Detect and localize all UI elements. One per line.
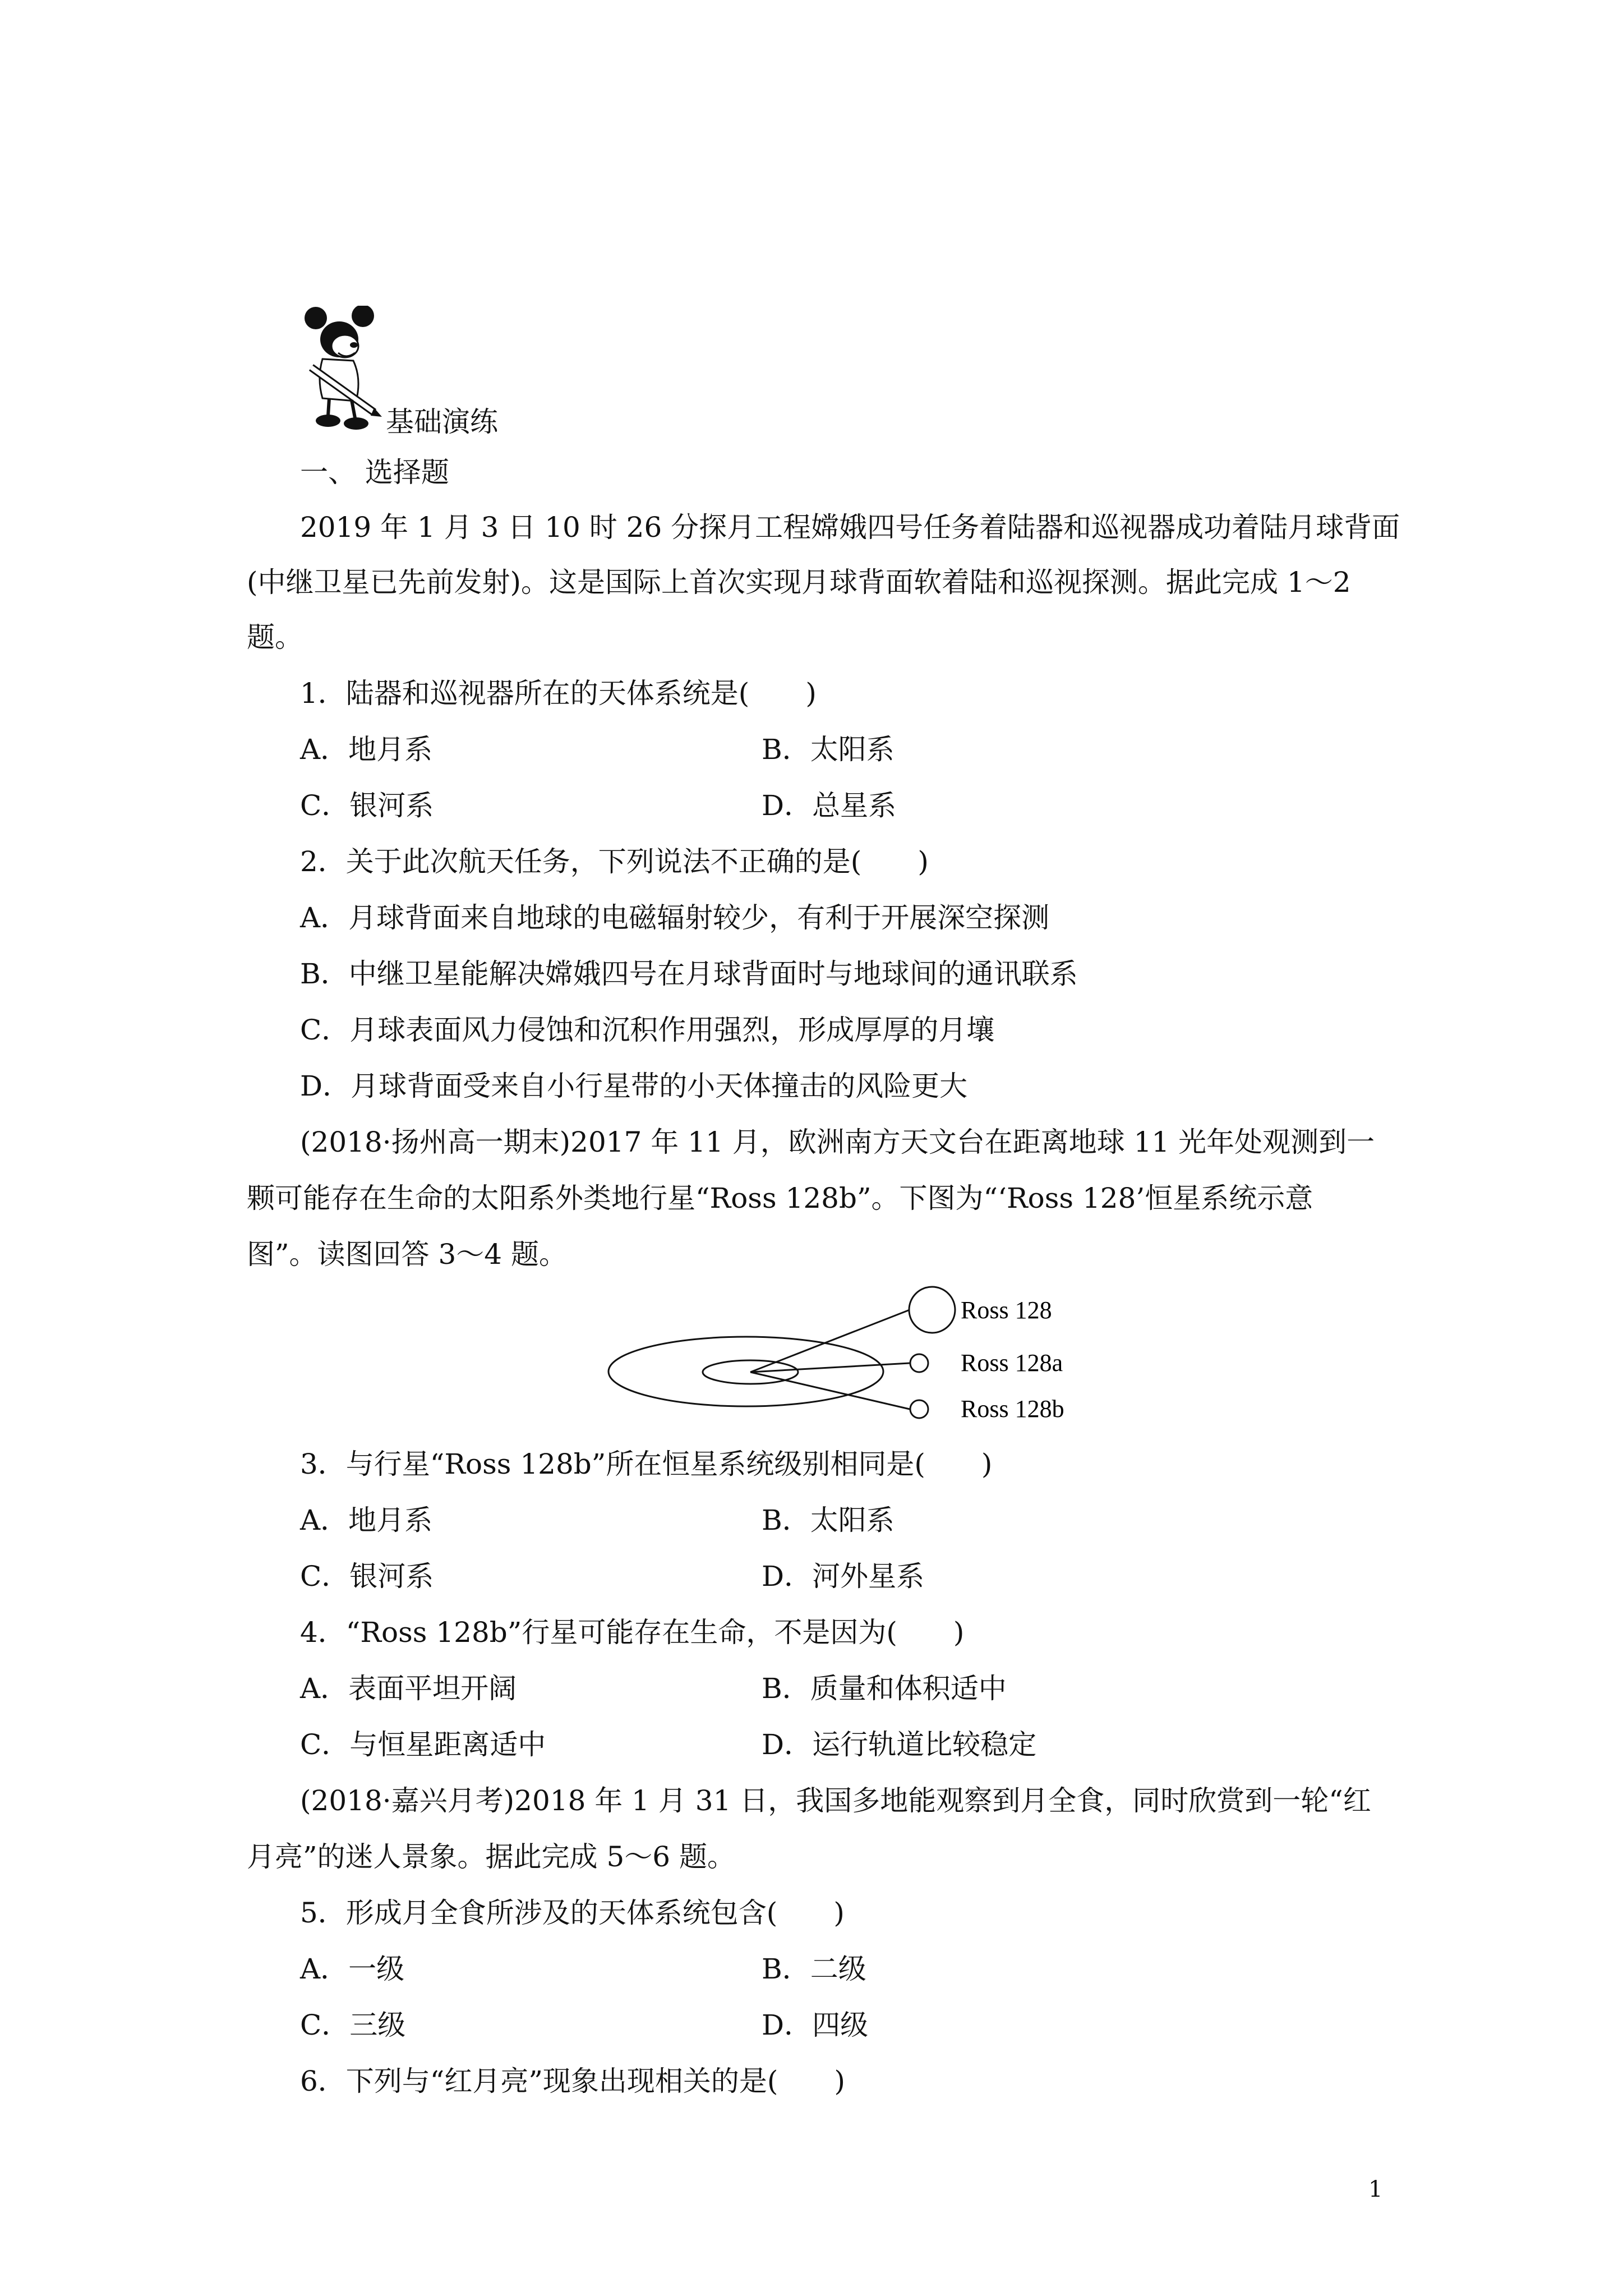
- diagram-label-planet-a: Ross 128a: [961, 1349, 1063, 1377]
- outer-orbit: [608, 1337, 883, 1406]
- passage-line: 2019 年 1 月 3 日 10 时 26 分探月工程嫦娥四号任务着陆器和巡视器成功着陆月球背面: [300, 511, 1400, 544]
- option-a: A．一级: [300, 1953, 405, 1985]
- pointer-line: [750, 1310, 910, 1372]
- option-c: C．与恒星距离适中: [300, 1728, 546, 1761]
- question-stem: 4．“Ross 128b”行星可能存在生命，不是因为( ): [300, 1616, 965, 1649]
- question-stem: 6．下列与“红月亮”现象出现相关的是( ): [300, 2065, 845, 2097]
- option-b: B．质量和体积适中: [762, 1672, 1007, 1705]
- mascot-illustration: [300, 306, 384, 435]
- passage-line: 题。: [247, 621, 303, 654]
- planet-circle: [910, 1400, 928, 1418]
- passage-line: (2018·嘉兴月考)2018 年 1 月 31 日，我国多地能观察到月全食，同时欣赏到一轮“红: [300, 1784, 1371, 1817]
- option-a: A．地月系: [300, 1504, 433, 1536]
- diagram-label-planet-b: Ross 128b: [961, 1395, 1064, 1423]
- question-stem: 5．形成月全食所涉及的天体系统包含( ): [300, 1897, 845, 1929]
- option-d: D．运行轨道比较稳定: [762, 1728, 1037, 1761]
- option-c: C．月球表面风力侵蚀和沉积作用强烈，形成厚厚的月壤: [300, 1014, 995, 1046]
- passage-line: 颗可能存在生命的太阳系外类地行星“Ross 128b”。下图为“‘Ross 128’恒星系统示意: [247, 1182, 1313, 1214]
- option-c: C．银河系: [300, 789, 434, 822]
- pointer-line: [750, 1363, 910, 1372]
- section-title: 基础演练: [386, 406, 498, 438]
- passage-line: (中继卫星已先前发射)。这是国际上首次实现月球背面软着陆和巡视探测。据此完成 1～2: [247, 566, 1351, 599]
- option-b: B．太阳系: [762, 1504, 895, 1536]
- question-stem: 1．陆器和巡视器所在的天体系统是( ): [300, 677, 817, 710]
- passage-line: 月亮”的迷人景象。据此完成 5～6 题。: [247, 1841, 735, 1873]
- passage-line: (2018·扬州高一期末)2017 年 11 月，欧洲南方天文台在距离地球 11 光年处观测到一: [300, 1126, 1375, 1158]
- option-d: D．河外星系: [762, 1560, 925, 1593]
- option-d: D．月球背面受来自小行星带的小天体撞击的风险更大: [300, 1070, 968, 1102]
- option-b: B．中继卫星能解决嫦娥四号在月球背面时与地球间的通讯联系: [300, 958, 1078, 990]
- question-stem: 2．关于此次航天任务，下列说法不正确的是( ): [300, 845, 929, 878]
- option-a: A．表面平坦开阔: [300, 1672, 517, 1705]
- option-b: B．二级: [762, 1953, 866, 1985]
- planet-circle: [910, 1354, 928, 1372]
- star-circle: [909, 1287, 955, 1333]
- option-c: C．银河系: [300, 1560, 434, 1593]
- passage-line: 图”。读图回答 3～4 题。: [247, 1238, 567, 1271]
- diagram-label-star: Ross 128: [961, 1296, 1052, 1324]
- pointer-line: [750, 1372, 910, 1409]
- option-d: D．总星系: [762, 789, 897, 822]
- option-b: B．太阳系: [762, 733, 895, 766]
- part-heading: 一、 选择题: [300, 456, 449, 489]
- option-c: C．三级: [300, 2009, 406, 2041]
- option-d: D．四级: [762, 2009, 869, 2041]
- ross128-system-diagram: [600, 1273, 1116, 1442]
- page-number: 1: [1368, 2177, 1383, 2202]
- question-stem: 3．与行星“Ross 128b”所在恒星系统级别相同是( ): [300, 1448, 993, 1480]
- option-a: A．地月系: [300, 733, 433, 766]
- option-a: A．月球背面来自地球的电磁辐射较少，有利于开展深空探测: [300, 901, 1050, 934]
